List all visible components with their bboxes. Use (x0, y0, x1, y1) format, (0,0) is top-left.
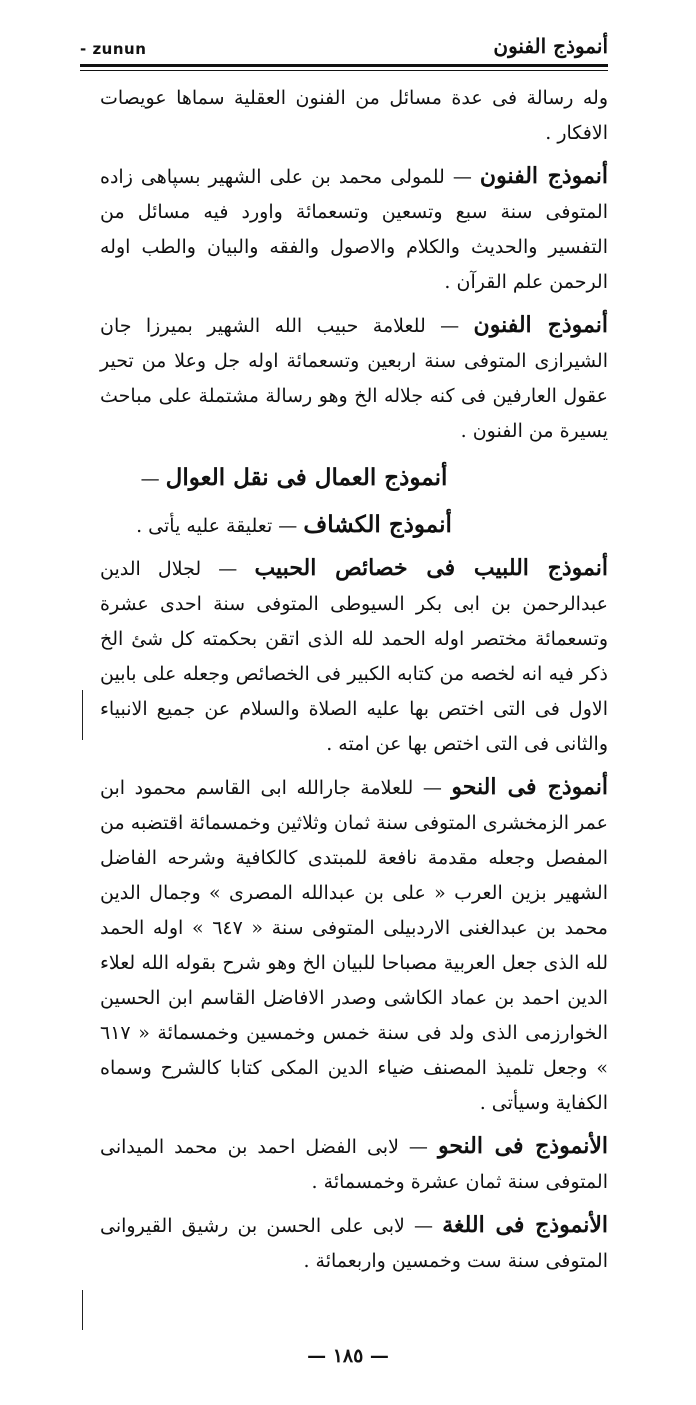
header-left: - zunun (80, 40, 147, 58)
header-rule-thick (80, 64, 608, 67)
paragraph-0 (100, 80, 608, 151)
paragraph-3 (40, 457, 548, 500)
entry-text: — للمولى محمد بن على الشهير بسپاهى زاده المتوفى سنة سبع وتسعين وتسعمائة واورد فيه مسائل من التفسير والحديث والكلام والاصول والفقه والبيان والطب اوله الرحمن علم القرآن . (100, 166, 608, 293)
paragraph-5 (100, 551, 608, 762)
entry-heading: الأنموذج فى اللغة (442, 1212, 609, 1238)
entry-heading: أنموذج اللبيب فى خصائص الحبيب (254, 555, 608, 581)
entry-text: وله رسالة فى عدة مسائل من الفنون العقلية سماها عويصات الافكار . (100, 87, 608, 144)
entry-text: — تعليقة عليه يأتى . (136, 515, 298, 537)
page-number: — ١٨٥ — (307, 1345, 389, 1367)
paragraph-8 (100, 1208, 608, 1279)
margin-mark (82, 690, 83, 740)
entry-text: — لابى الفضل احمد بن محمد الميدانى المتوفى سنة ثمان عشرة وخمسمائة . (100, 1136, 608, 1193)
entry-heading: أنموذج الفنون (473, 312, 608, 338)
entry-heading: أنموذج العمال فى نقل العوال (165, 464, 448, 491)
entry-text: — لابى على الحسن بن رشيق القيروانى المتوفى سنة ست وخمسين واربعمائة . (100, 1215, 608, 1272)
entry-text: — للعلامة جارالله ابى القاسم محمود ابن عمر الزمخشرى المتوفى سنة ثمان وثلاثين وخمسمائة اقتضبه من المفصل وجعله مقدمة نافعة للمبتدى كالكافية وشرحه الفاضل الشهير بزين العرب « على بن عبدالله المصرى » وجمال الدين محمد بن عبدالغنى الاردبيلى المتوفى سنة « ٦٤٧ » اوله الحمد لله الذى جعل العربية مصباحا للبيان الخ وهو شرح بقوله الله لعلاء الدين احمد بن عماد الكاشى وصدر الافاضل القاسم ابن الحسين الخوارزمى الذى ولد فى سنة خمس وخمسين وخمسمائة « ٦١٧ » وجعل تلميذ المصنف ضياء الدين المكى كتابا كالشرح وسماه الكفاية وسيأتى . (100, 777, 608, 1114)
entry-text: — للعلامة حبيب الله الشهير بميرزا جان الشيرازى المتوفى سنة اربعين وتسعمائة اوله جل وعلا من تحير عقول العارفين فى كنه جلاله الخ وهو رسالة مشتملة على مباحث يسيرة من الفنون . (100, 315, 608, 442)
entry-heading: أنموذج فى النحو (451, 774, 608, 800)
body-text (100, 80, 608, 1287)
margin-mark (82, 1290, 83, 1330)
paragraph-6 (100, 770, 608, 1121)
entry-heading: الأنموذج فى النحو (437, 1133, 608, 1159)
paragraph-7 (100, 1129, 608, 1200)
entry-heading: أنموذج الكشاف (303, 511, 452, 538)
entry-heading: أنموذج الفنون (479, 163, 609, 189)
header-rule-thin (80, 70, 608, 71)
paragraph-2 (100, 308, 608, 449)
paragraph-1 (100, 159, 608, 300)
paragraph-4 (40, 504, 548, 547)
header-title: أنموذج الفنون (493, 34, 608, 58)
entry-text: — لجلال الدين عبدالرحمن بن ابى بكر السيوطى المتوفى سنة احدى عشرة وتسعمائة مختصر اوله الحمد لله الذى اتقن بحكمته كل شئ الخ ذكر فيه انه لخصه من كتابه الكبير فى الخصائص وجعله على بابين الاول فى التى اختص بها عليه الصلاة والسلام عن جميع الانبياء والثانى فى التى اختص بها عن امته . (100, 558, 608, 755)
entry-text: — (140, 468, 160, 490)
running-header (80, 34, 608, 64)
